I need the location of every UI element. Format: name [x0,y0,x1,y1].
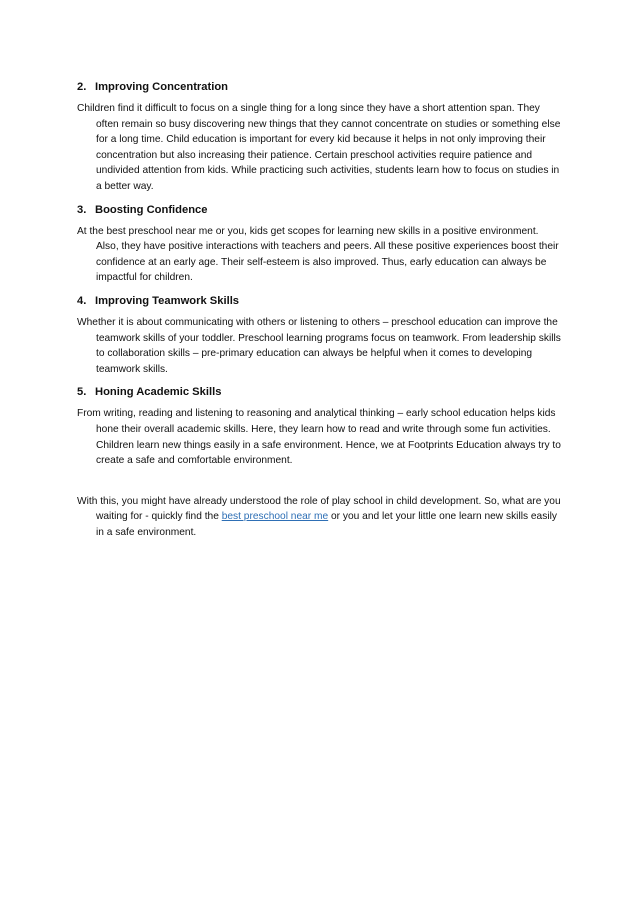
section-title: Improving Concentration [95,81,229,93]
best-preschool-link[interactable]: best preschool near me [221,511,329,523]
section-honing-academic-skills [77,385,563,468]
paragraph-spacer [77,477,563,494]
section-paragraph: From writing, reading and listening to reasoning and analytical thinking – early school education helps kids hone their overall academic skills. Here, they learn how to read and write through some fun activities. Children learn new things easily in a safe environment. Hence, we at Footprints Education always try to create a safe and comfortable environment. [77,408,561,467]
section-title: Honing Academic Skills [95,386,222,399]
section-heading [77,294,563,308]
document-body [77,80,563,548]
section-paragraph: Whether it is about communicating with others or listening to others – preschool education can improve the teamwork skills of your toddler. Preschool learning programs focus on teamwork. From leadership skills to collaboration skills – pre-primary education can always be helpful when it comes to developing teamwork skills. [77,316,561,375]
closing-paragraph [77,494,563,541]
section-heading [77,203,563,217]
section-number: 3. [77,203,87,216]
closing-text-after: or you and let your little one learn new skills easily in a safe environment. [96,511,557,538]
section-number: 5. [77,386,87,399]
section-improving-concentration [77,80,563,195]
closing-text-before: With this, you might have already understood the role of play school in child development. So, what are you waiting for - quickly find the [77,495,561,523]
section-number: 4. [77,294,87,307]
section-heading [77,385,563,399]
section-heading [77,80,563,94]
section-number: 2. [77,81,87,93]
section-boosting-confidence [77,203,563,286]
section-title: Boosting Confidence [95,203,208,216]
section-improving-teamwork-skills [77,294,563,377]
section-title: Improving Teamwork Skills [95,294,240,307]
section-paragraph: At the best preschool near me or you, kids get scopes for learning new skills in a positive environment. Also, they have positive interactions with teachers and peers. All these positive experiences boost their confidence at an early age. Their self-esteem is also improved. Thus, early education can always be impactful for children. [77,225,559,284]
section-paragraph: Children find it difficult to focus on a single thing for a long since they have a short attention span. They often remain so busy discovering new things that they cannot concentrate on studies or something else for a long time. Child education is important for every kid because it helps in not only improving their concentration but also increasing their patience. Certain preschool activities require patience and undivided attention from kids. While practicing such activities, students learn how to focus on studies in a better way. [77,103,561,192]
